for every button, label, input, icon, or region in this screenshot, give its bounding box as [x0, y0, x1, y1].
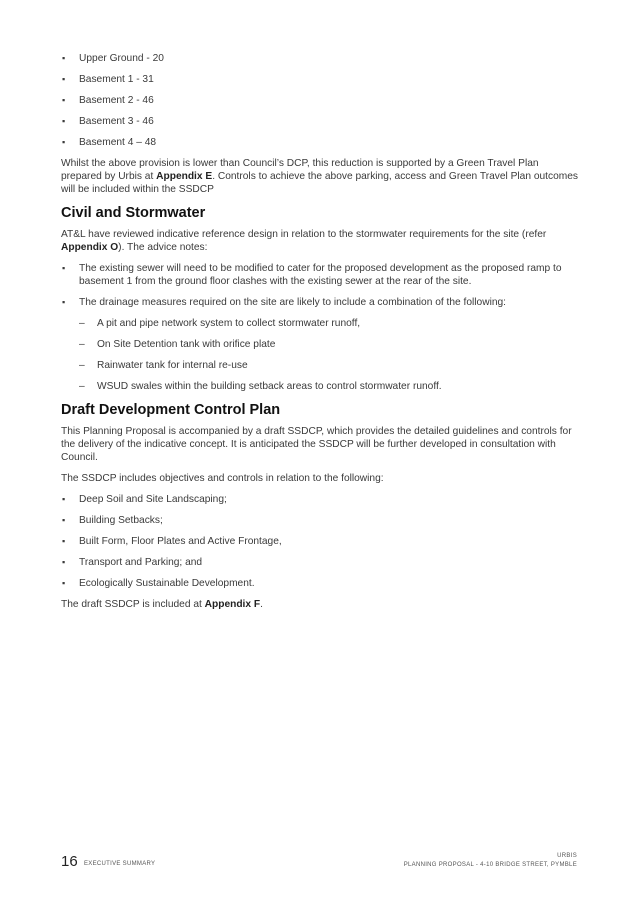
sub-list-item: – A pit and pipe network system to collect stormwater runoff,	[61, 317, 581, 330]
list-item: ▪ Basement 1 - 31	[61, 73, 581, 86]
drainage-sublist	[61, 317, 581, 393]
text-run: ). The advice notes:	[118, 242, 208, 253]
dcp-heading: Draft Development Control Plan	[61, 402, 281, 418]
list-item: ▪ Basement 2 - 46	[61, 94, 581, 107]
list-item	[61, 296, 581, 393]
footer-brand: URBIS	[557, 853, 577, 859]
list-item: ▪ Upper Ground - 20	[61, 52, 581, 65]
text-run: The drainage measures required on the site are likely to include a combination of the following:	[79, 297, 506, 308]
text-run: . Controls to achieve the above parking, access and Green Travel Plan outcomes will be included within the SSDCP	[61, 171, 579, 195]
page-content	[61, 52, 581, 619]
civil-heading: Civil and Stormwater	[61, 205, 206, 221]
footer-document-title: PLANNING PROPOSAL - 4-10 BRIDGE STREET, PYMBLE	[403, 862, 577, 868]
list-item: ▪ Building Setbacks;	[61, 514, 581, 527]
dcp-paragraph-2: The SSDCP includes objectives and controls in relation to the following:	[61, 473, 384, 484]
parking-paragraph	[61, 157, 581, 196]
civil-list	[61, 262, 581, 393]
page-number: 16	[61, 853, 78, 870]
list-item: ▪ Basement 4 – 48	[61, 136, 581, 149]
sub-list-item: – WSUD swales within the building setback areas to control stormwater runoff.	[61, 380, 581, 393]
list-item: ▪ The existing sewer will need to be modified to cater for the proposed development as the proposed ramp to basement 1 from the ground floor clashes with the existing sewer at the rear of the site.	[61, 262, 581, 288]
appendix-reference: Appendix F	[204, 599, 261, 610]
dcp-list	[61, 493, 581, 590]
footer-right	[404, 852, 577, 870]
text-run: AT&L have reviewed indicative reference design in relation to the stormwater requirements for the site (refer	[61, 229, 547, 240]
text-run: .	[260, 599, 263, 610]
list-item: ▪ Ecologically Sustainable Development.	[61, 577, 581, 590]
appendix-reference: Appendix E	[156, 171, 213, 182]
list-item: ▪ Transport and Parking; and	[61, 556, 581, 569]
list-item: ▪ Built Form, Floor Plates and Active Frontage,	[61, 535, 581, 548]
footer-section: EXECUTIVE SUMMARY	[84, 861, 156, 867]
dcp-closing	[61, 598, 581, 611]
appendix-reference: Appendix O	[61, 242, 119, 253]
list-item: ▪ Basement 3 - 46	[61, 115, 581, 128]
dcp-paragraph-1: This Planning Proposal is accompanied by a draft SSDCP, which provides the detailed guidelines and controls for the delivery of the indicative concept. It is anticipated the SSDCP will be further developed in consultation with Council.	[61, 426, 572, 463]
civil-intro	[61, 228, 581, 254]
text-run: The draft SSDCP is included at	[61, 599, 205, 610]
text-run: Whilst the above provision is lower than Council’s DCP, this reduction is supported by a Green Travel Plan prepared by Urbis at	[61, 158, 539, 182]
sub-list-item: – On Site Detention tank with orifice plate	[61, 338, 581, 351]
parking-list	[61, 52, 581, 149]
list-item: ▪ Deep Soil and Site Landscaping;	[61, 493, 581, 506]
sub-list-item: – Rainwater tank for internal re-use	[61, 359, 581, 372]
